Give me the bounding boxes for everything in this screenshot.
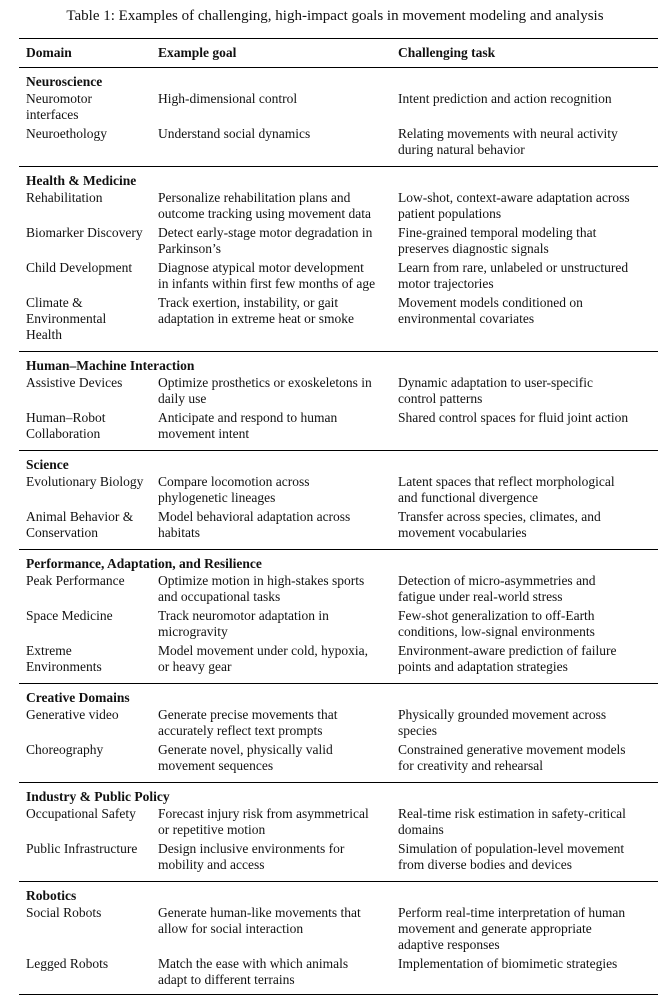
- goal-cell: Optimize prosthetics or exoskeletons in daily use: [158, 375, 372, 406]
- task-cell: Few-shot generalization to off-Earth conditions, low-signal environments: [398, 608, 595, 639]
- task-cell: Environment-aware prediction of failure points and adaptation strategies: [398, 643, 617, 674]
- goal-cell: High-dimensional control: [158, 91, 298, 106]
- goal-cell: Understand social dynamics: [158, 126, 311, 141]
- domain-cell: Biomarker Discovery: [26, 225, 143, 240]
- table-row: [19, 125, 658, 160]
- header-row: [19, 39, 658, 67]
- goal-cell: Anticipate and respond to human movement intent: [158, 410, 338, 441]
- task-cell: Simulation of population-level movement from diverse bodies and devices: [398, 841, 625, 872]
- task-cell: Perform real-time interpretation of human movement and generate appropriate adaptive responses: [398, 905, 626, 952]
- section-title: Health & Medicine: [26, 173, 137, 188]
- domain-cell: Choreography: [26, 742, 104, 757]
- section-title: Industry & Public Policy: [26, 789, 170, 804]
- goal-cell: Compare locomotion across phylogenetic lineages: [158, 474, 310, 505]
- section-title: Neuroscience: [26, 74, 103, 89]
- table-row: [19, 904, 658, 955]
- goal-cell: Model movement under cold, hypoxia, or heavy gear: [158, 643, 368, 674]
- goal-cell: Detect early-stage motor degradation in Parkinson’s: [158, 225, 373, 256]
- goal-cell: Forecast injury risk from asymmetrical or repetitive motion: [158, 806, 369, 837]
- goal-cell: Diagnose atypical motor development in infants within first few months of age: [158, 260, 376, 291]
- table-section: [19, 68, 658, 166]
- domain-cell: Legged Robots: [26, 956, 109, 971]
- table-row: [19, 409, 658, 444]
- table-row: [19, 374, 658, 409]
- table-section: [19, 167, 658, 351]
- table-row: [19, 90, 658, 125]
- domain-cell: Social Robots: [26, 905, 102, 920]
- table-row: [19, 259, 658, 294]
- domain-cell: Occupational Safety: [26, 806, 136, 821]
- header-goal: Example goal: [158, 45, 237, 60]
- table-row: [19, 508, 658, 543]
- domain-cell: Public Infrastructure: [26, 841, 138, 856]
- table-row: [19, 294, 658, 345]
- section-title: Robotics: [26, 888, 77, 903]
- domain-cell: Generative video: [26, 707, 119, 722]
- goals-table: [19, 38, 658, 995]
- table-section: [19, 684, 658, 782]
- goal-cell: Generate novel, physically valid movement sequences: [158, 742, 333, 773]
- task-cell: Constrained generative movement models for creativity and rehearsal: [398, 742, 626, 773]
- goal-cell: Optimize motion in high-stakes sports and occupational tasks: [158, 573, 365, 604]
- domain-cell: Neuromotor interfaces: [26, 91, 92, 122]
- table-section: [19, 451, 658, 549]
- goal-cell: Generate human-like movements that allow for social interaction: [158, 905, 361, 936]
- table-row: [19, 572, 658, 607]
- task-cell: Latent spaces that reflect morphological and functional divergence: [398, 474, 615, 505]
- domain-cell: Human–Robot Collaboration: [26, 410, 106, 441]
- table-row: [19, 224, 658, 259]
- header-task: Challenging task: [398, 45, 496, 60]
- task-cell: Physically grounded movement across species: [398, 707, 607, 738]
- table-section: [19, 352, 658, 450]
- task-cell: Intent prediction and action recognition: [398, 91, 612, 106]
- table-row: [19, 189, 658, 224]
- domain-cell: Space Medicine: [26, 608, 113, 623]
- task-cell: Detection of micro-asymmetries and fatigue under real-world stress: [398, 573, 596, 604]
- table-section: [19, 550, 658, 683]
- goal-cell: Design inclusive environments for mobility and access: [158, 841, 345, 872]
- goal-cell: Personalize rehabilitation plans and outcome tracking using movement data: [158, 190, 371, 221]
- task-cell: Shared control spaces for fluid joint action: [398, 410, 629, 425]
- task-cell: Low-shot, context-aware adaptation across patient populations: [398, 190, 630, 221]
- table-row: [19, 741, 658, 776]
- task-cell: Real-time risk estimation in safety-critical domains: [398, 806, 626, 837]
- domain-cell: Assistive Devices: [26, 375, 123, 390]
- table-section: [19, 882, 658, 994]
- goal-cell: Generate precise movements that accurately reflect text prompts: [158, 707, 338, 738]
- goal-cell: Match the ease with which animals adapt to different terrains: [158, 956, 349, 987]
- task-cell: Movement models conditioned on environmental covariates: [398, 295, 583, 326]
- task-cell: Learn from rare, unlabeled or unstructured motor trajectories: [398, 260, 629, 291]
- table-row: [19, 706, 658, 741]
- domain-cell: Climate & Environmental Health: [26, 295, 107, 342]
- domain-cell: Rehabilitation: [26, 190, 103, 205]
- table-caption: Table 1: Examples of challenging, high-impact goals in movement modeling and analysis: [66, 8, 604, 24]
- table-row: [19, 473, 658, 508]
- domain-cell: Neuroethology: [26, 126, 107, 141]
- domain-cell: Extreme Environments: [26, 643, 102, 674]
- task-cell: Dynamic adaptation to user-specific control patterns: [398, 375, 594, 406]
- task-cell: Fine-grained temporal modeling that preserves diagnostic signals: [398, 225, 597, 256]
- table-row: [19, 840, 658, 875]
- table-body: [19, 68, 658, 995]
- domain-cell: Peak Performance: [26, 573, 125, 588]
- goal-cell: Track neuromotor adaptation in microgravity: [158, 608, 329, 639]
- section-title: Creative Domains: [26, 690, 130, 705]
- section-title: Performance, Adaptation, and Resilience: [26, 556, 262, 571]
- section-title: Human–Machine Interaction: [26, 358, 195, 373]
- goal-cell: Track exertion, instability, or gait adaptation in extreme heat or smoke: [158, 295, 355, 326]
- table-row: [19, 607, 658, 642]
- section-title: Science: [26, 457, 69, 472]
- goal-cell: Model behavioral adaptation across habitats: [158, 509, 351, 540]
- table-row: [19, 642, 658, 677]
- header-domain: Domain: [26, 45, 72, 60]
- table-row: [19, 955, 658, 990]
- task-cell: Transfer across species, climates, and movement vocabularies: [398, 509, 601, 540]
- domain-cell: Animal Behavior & Conservation: [26, 509, 134, 540]
- domain-cell: Child Development: [26, 260, 133, 275]
- task-cell: Implementation of biomimetic strategies: [398, 956, 618, 971]
- table-section: [19, 783, 658, 881]
- task-cell: Relating movements with neural activity during natural behavior: [398, 126, 618, 157]
- domain-cell: Evolutionary Biology: [26, 474, 144, 489]
- table-row: [19, 805, 658, 840]
